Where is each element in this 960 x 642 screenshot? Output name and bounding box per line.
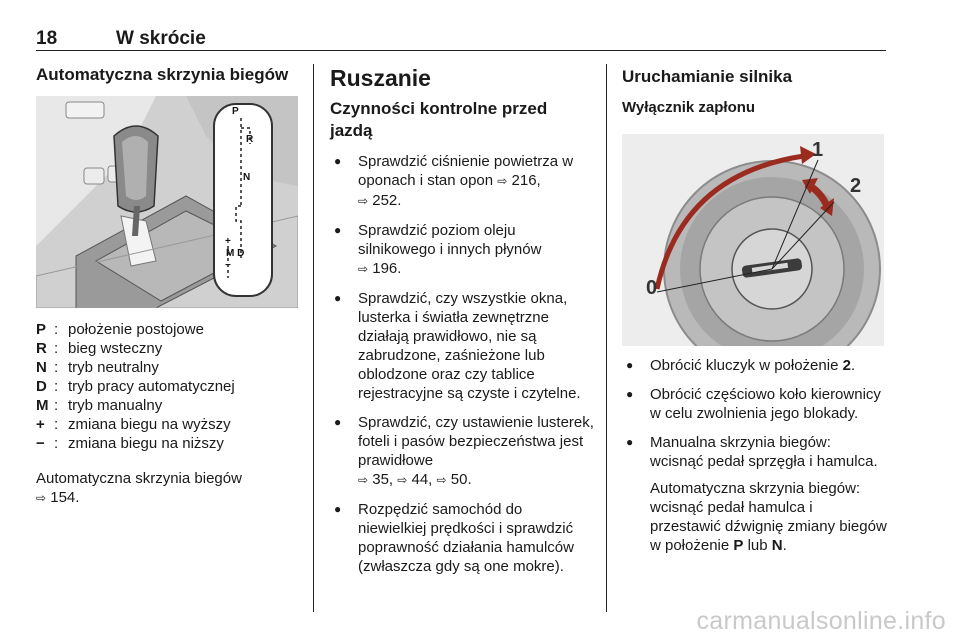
gear-selector-illustration bbox=[36, 96, 298, 308]
page-ref[interactable]: 154. bbox=[50, 489, 80, 506]
gate-label-p: P bbox=[232, 106, 239, 117]
legend-key: N bbox=[36, 359, 47, 376]
section-title: W skrócie bbox=[116, 28, 206, 49]
header-rule bbox=[36, 50, 886, 51]
page-ref[interactable]: 35, bbox=[372, 471, 394, 488]
ignition-switch-subtitle: Wyłącznik zapłonu bbox=[622, 99, 756, 116]
column-divider-right bbox=[606, 64, 607, 612]
legend-item: M : tryb manualny bbox=[36, 396, 298, 415]
list-item: ● Obrócić częściowo koło kierownicy w celu zwolnienia jego blokady. bbox=[622, 385, 887, 423]
starting-title: Ruszanie bbox=[330, 65, 431, 91]
gearbox-reference: Automatyczna skrzynia biegów ⇨ 154. bbox=[36, 470, 242, 506]
legend-key: R bbox=[36, 340, 47, 357]
page-ref-arrow-icon: ⇨ bbox=[358, 194, 369, 208]
list-item: ● Rozpędzić samochód do niewielkiej prędkości i sprawdzić poprawność działania hamulców (zwłaszcza gdy są one mokre). bbox=[330, 500, 594, 576]
automatic-gearbox-heading: Automatyczna skrzynia biegów bbox=[36, 65, 289, 84]
list-item: ● Sprawdzić ciśnienie powietrza w oponach i stan opon ⇨ 216, ⇨ 252. bbox=[330, 152, 594, 211]
checks-subtitle: Czynności kontrolne przed jazdą bbox=[330, 99, 548, 140]
gate-label-layer bbox=[36, 96, 298, 308]
page-ref[interactable]: 50. bbox=[450, 471, 472, 488]
page-ref-arrow-icon: ⇨ bbox=[36, 491, 47, 505]
legend-item: − : zmiana biegu na niższy bbox=[36, 434, 298, 453]
ignition-label-2: 2 bbox=[850, 175, 862, 197]
page-ref[interactable]: 196. bbox=[372, 260, 402, 277]
start-steps-list bbox=[622, 356, 887, 555]
legend-key: − bbox=[36, 435, 45, 452]
list-item: ● Obrócić kluczyk w położenie 2. bbox=[622, 356, 887, 375]
legend-item: R : bieg wsteczny bbox=[36, 339, 298, 358]
page-ref-arrow-icon: ⇨ bbox=[358, 473, 369, 487]
legend-text: tryb pracy automatycznej bbox=[68, 378, 235, 395]
legend-text: tryb manualny bbox=[68, 397, 163, 414]
legend-text: położenie postojowe bbox=[68, 321, 204, 338]
gear-legend bbox=[36, 320, 298, 453]
gate-label-plus: + bbox=[225, 236, 231, 247]
page-ref-arrow-icon: ⇨ bbox=[497, 174, 508, 188]
ignition-label-0: 0 bbox=[646, 277, 658, 299]
legend-item: P : położenie postojowe bbox=[36, 320, 298, 339]
middle-column bbox=[330, 64, 594, 576]
legend-text: bieg wsteczny bbox=[68, 340, 163, 357]
legend-key: + bbox=[36, 416, 45, 433]
page-ref-arrow-icon: ⇨ bbox=[358, 262, 369, 276]
automatic-gearbox-note: Automatyczna skrzynia biegów: wcisnąć pedał hamulca i przestawić dźwignię zmiany biegów w położenie P lub N. bbox=[650, 480, 887, 554]
gate-label-n: N bbox=[243, 172, 251, 183]
right-column bbox=[622, 64, 887, 555]
page-ref-arrow-icon: ⇨ bbox=[436, 473, 447, 487]
page-ref[interactable]: 216, bbox=[511, 172, 541, 189]
list-item: ● Manualna skrzynia biegów: wcisnąć pedał sprzęgła i hamulca. Automatyczna skrzynia biegów: wcisnąć pedał hamulca i przestawić dźwignię zmiany biegów w położenie P lub N. bbox=[622, 433, 887, 555]
legend-text: zmiana biegu na wyższy bbox=[68, 416, 231, 433]
list-item: ● Sprawdzić, czy wszystkie okna, lusterka i światła zewnętrzne działają prawidłowo, nie są zabrudzone, zaśnieżone lub oblodzone oraz czy tablice rejestracyjne są czyste i czytelne. bbox=[330, 289, 594, 403]
watermark: carmanualsonline.info bbox=[696, 607, 946, 635]
legend-item: N : tryb neutralny bbox=[36, 358, 298, 377]
ignition-label-layer bbox=[622, 134, 884, 346]
ignition-switch-illustration bbox=[622, 134, 884, 346]
legend-text: tryb neutralny bbox=[68, 359, 159, 376]
page-ref[interactable]: 252. bbox=[372, 192, 402, 209]
checks-list bbox=[330, 152, 594, 576]
legend-item: + : zmiana biegu na wyższy bbox=[36, 415, 298, 434]
gate-label-r: R bbox=[246, 134, 254, 145]
gate-label-md: M D bbox=[226, 248, 245, 259]
engine-start-title: Uruchamianie silnika bbox=[622, 67, 793, 86]
list-item: ● Sprawdzić, czy ustawienie lusterek, foteli i pasów bezpieczeństwa jest prawidłowe ⇨ 35, ⇨ 44, ⇨ 50. bbox=[330, 413, 594, 490]
ignition-label-1: 1 bbox=[812, 139, 824, 161]
legend-key: M bbox=[36, 397, 49, 414]
legend-key: P bbox=[36, 321, 47, 338]
page-number: 18 bbox=[36, 28, 58, 49]
page-ref[interactable]: 44, bbox=[411, 471, 433, 488]
column-divider-left bbox=[313, 64, 314, 612]
legend-item: D : tryb pracy automatycznej bbox=[36, 377, 298, 396]
legend-text: zmiana biegu na niższy bbox=[68, 435, 224, 452]
list-item: ● Sprawdzić poziom oleju silnikowego i innych płynów ⇨ 196. bbox=[330, 221, 594, 279]
left-column bbox=[36, 64, 298, 508]
page-header bbox=[36, 28, 886, 50]
page-ref-arrow-icon: ⇨ bbox=[397, 473, 408, 487]
legend-key: D bbox=[36, 378, 47, 395]
gate-label-minus: − bbox=[225, 260, 231, 271]
